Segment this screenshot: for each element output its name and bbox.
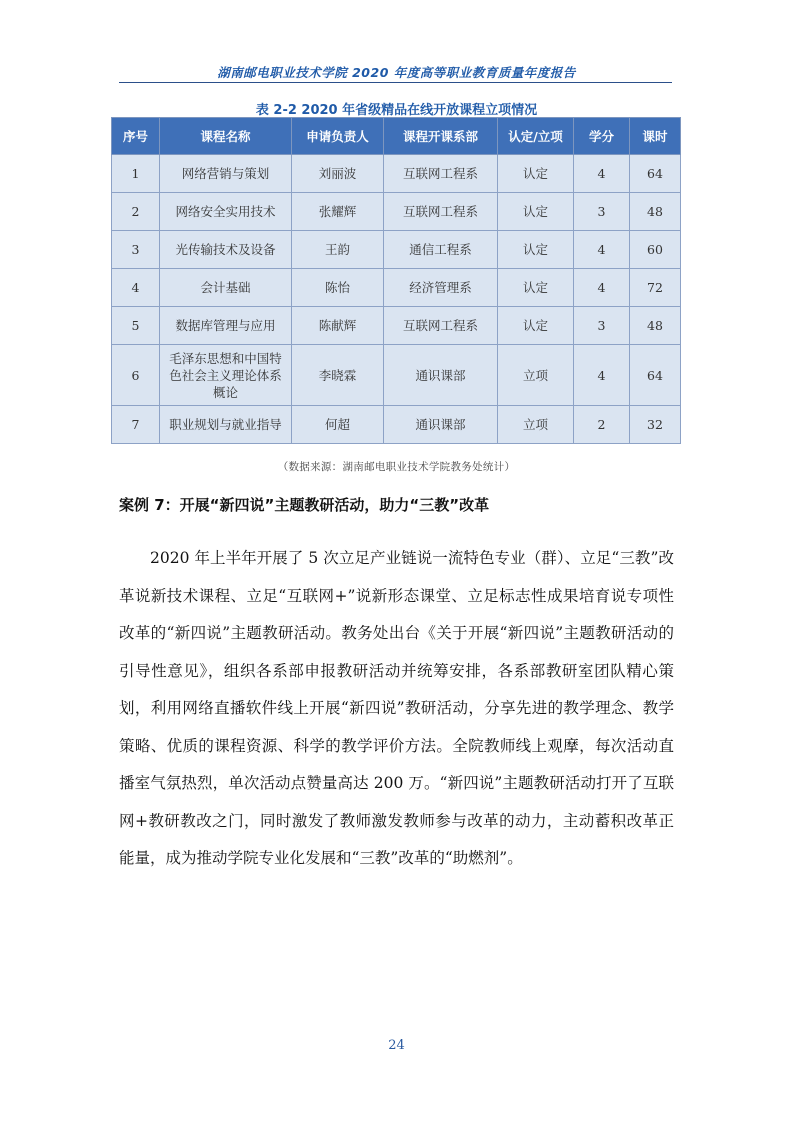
- cell-no: 7: [112, 406, 160, 444]
- cell-status: 认定: [498, 307, 574, 345]
- cell-department: 通信工程系: [384, 231, 498, 269]
- cell-leader: 何超: [292, 406, 384, 444]
- cell-no: 2: [112, 193, 160, 231]
- table-row: [112, 269, 681, 307]
- cell-credit: 4: [574, 155, 630, 193]
- cell-department: 互联网工程系: [384, 307, 498, 345]
- cell-department: 通识课部: [384, 345, 498, 406]
- table-header-row: [112, 118, 681, 155]
- cell-leader: 王韵: [292, 231, 384, 269]
- cell-hours: 64: [630, 345, 681, 406]
- table-source-note: （数据来源：湖南邮电职业技术学院教务处统计）: [277, 461, 516, 473]
- column-header-course-name: 课程名称: [160, 118, 292, 155]
- cell-course-name: 会计基础: [160, 269, 292, 307]
- column-header-credit: 学分: [574, 118, 630, 155]
- column-header-department: 课程开课系部: [384, 118, 498, 155]
- cell-course-name: 数据库管理与应用: [160, 307, 292, 345]
- cell-no: 3: [112, 231, 160, 269]
- table-row: [112, 345, 681, 406]
- cell-leader: 陈献辉: [292, 307, 384, 345]
- cell-no: 5: [112, 307, 160, 345]
- cell-leader: 张耀辉: [292, 193, 384, 231]
- cell-hours: 60: [630, 231, 681, 269]
- table-row: [112, 155, 681, 193]
- table-caption: 表 2-2 2020 年省级精品在线开放课程立项情况: [255, 103, 538, 118]
- header-divider: [119, 82, 672, 83]
- cell-credit: 3: [574, 193, 630, 231]
- cell-credit: 4: [574, 269, 630, 307]
- cell-hours: 32: [630, 406, 681, 444]
- cell-credit: 2: [574, 406, 630, 444]
- cell-course-name: 职业规划与就业指导: [160, 406, 292, 444]
- cell-status: 立项: [498, 345, 574, 406]
- cell-hours: 72: [630, 269, 681, 307]
- cell-department: 互联网工程系: [384, 155, 498, 193]
- cell-course-name: 网络营销与策划: [160, 155, 292, 193]
- cell-department: 经济管理系: [384, 269, 498, 307]
- cell-status: 立项: [498, 406, 574, 444]
- cell-no: 6: [112, 345, 160, 406]
- cell-status: 认定: [498, 193, 574, 231]
- cell-course-name: 网络安全实用技术: [160, 193, 292, 231]
- cell-course-name: 毛泽东思想和中国特色社会主义理论体系概论: [160, 345, 292, 406]
- cell-leader: 李晓霖: [292, 345, 384, 406]
- cell-status: 认定: [498, 231, 574, 269]
- cell-credit: 4: [574, 231, 630, 269]
- cell-no: 4: [112, 269, 160, 307]
- table-row: [112, 193, 681, 231]
- column-header-leader: 申请负责人: [292, 118, 384, 155]
- cell-hours: 64: [630, 155, 681, 193]
- column-header-status: 认定/立项: [498, 118, 574, 155]
- cell-department: 通识课部: [384, 406, 498, 444]
- table-row: [112, 307, 681, 345]
- cell-leader: 陈怡: [292, 269, 384, 307]
- table-row: [112, 406, 681, 444]
- cell-leader: 刘丽波: [292, 155, 384, 193]
- cell-no: 1: [112, 155, 160, 193]
- column-header-hours: 课时: [630, 118, 681, 155]
- course-table: [111, 117, 681, 444]
- cell-course-name: 光传输技术及设备: [160, 231, 292, 269]
- case-title: 案例 7：开展“新四说”主题教研活动，助力“三教”改革: [119, 496, 490, 514]
- case-body-paragraph: 2020 年上半年开展了 5 次立足产业链说一流特色专业（群）、立足“三教”改革说新技术课程、立足“互联网+”说新形态课堂、立足标志性成果培育说专项性改革的“新四说”主题教研活动。教务处出台《关于开展“新四说”主题教研活动的引导性意见》，组织各系部申报教研活动并统筹安排，各系部教研室团队精心策划，利用网络直播软件线上开展“新四说”教研活动，分享先进的教学理念、教学策略、优质的课程资源、科学的教学评价方法。全院教师线上观摩，每次活动直播室气氛热烈，单次活动点赞量高达 200 万。“新四说”主题教研活动打开了互联网+教研教改之门，同时激发了教师激发教师参与改革的动力，主动蓄积改革正能量，成为推动学院专业化发展和“三教”改革的“助燃剂”。: [119, 549, 674, 867]
- cell-department: 互联网工程系: [384, 193, 498, 231]
- column-header-no: 序号: [112, 118, 160, 155]
- cell-status: 认定: [498, 155, 574, 193]
- cell-credit: 4: [574, 345, 630, 406]
- page-number: 24: [388, 1038, 405, 1053]
- running-header: 湖南邮电职业技术学院 2020 年度高等职业教育质量年度报告: [217, 65, 576, 80]
- cell-credit: 3: [574, 307, 630, 345]
- cell-hours: 48: [630, 307, 681, 345]
- cell-hours: 48: [630, 193, 681, 231]
- cell-status: 认定: [498, 269, 574, 307]
- table-row: [112, 231, 681, 269]
